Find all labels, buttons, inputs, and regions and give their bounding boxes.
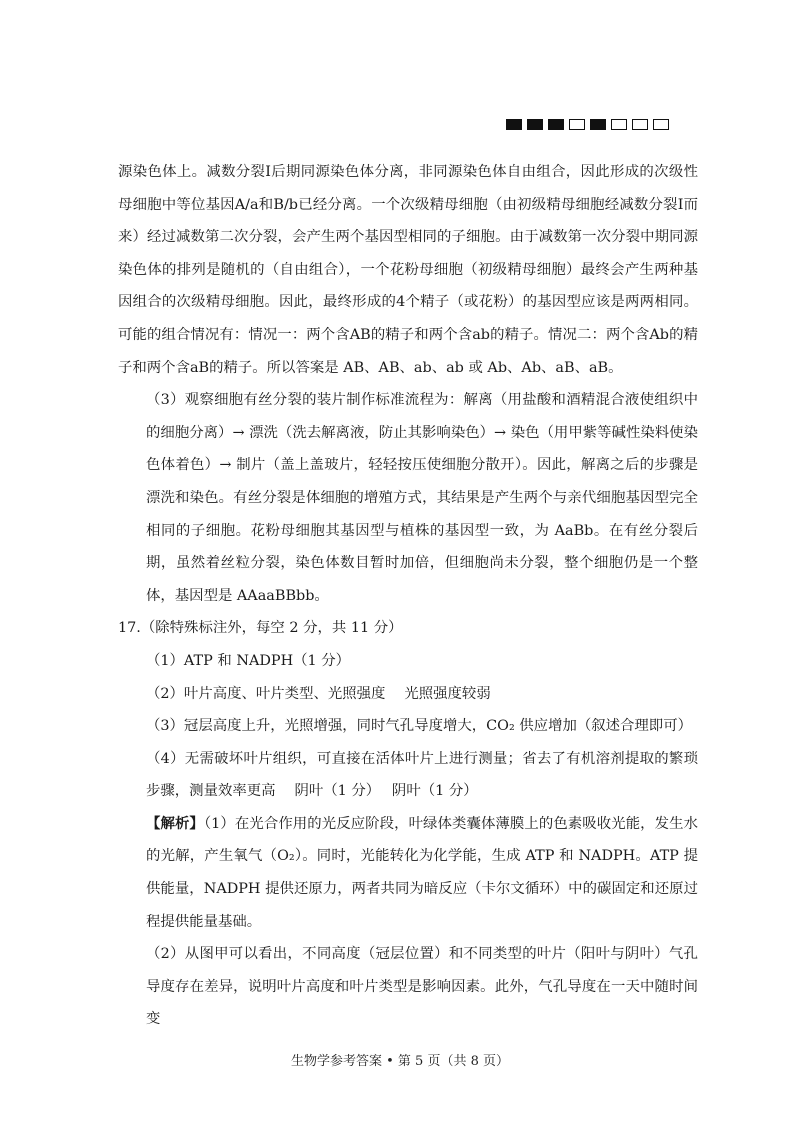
page-footer: 生物学参考答案 • 第 5 页（共 8 页） — [290, 1054, 509, 1069]
empty-square-mark — [569, 119, 585, 130]
filled-square-mark — [548, 119, 564, 130]
answer-17-3: （3）冠层高度上升，光照增强，同时气孔导度增大，CO₂ 供应增加（叙述合理即可） — [146, 718, 692, 735]
analysis-17-1-text: （1）在光合作用的光反应阶段，叶绿体类囊体薄膜上的色素吸收光能，发生水的光解，产生氧气（O₂）。同时，光能转化为化学能，生成 ATP 和 NADPH。ATP 提供能量，NADPH 提供还原力，两者共同为暗反应（卡尔文循环）中的碳固定和还原过程提供能量基础。 — [146, 815, 698, 930]
paragraph-meiosis-continued: 源染色体上。减数分裂Ⅰ后期同源染色体分离，非同源染色体自由组合，因此形成的次级性母细胞中等位基因A/a和B/b已经分离。一个次级精母细胞（由初级精母细胞经减数分裂Ⅰ而来）经过减数第二次分裂，会产生两个基因型相同的子细胞。由于减数第一次分裂中期同源染色体的排列是随机的（自由组合），一个花粉母细胞（初级精母细胞）最终会产生两种基因组合的次级精母细胞。因此，最终形成的4个精子（或花粉）的基因型应该是两两相同。可能的组合情况有：情况一：两个含AB的精子和两个含ab的精子。情况二：两个含Ab的精子和两个含aB的精子。所以答案是 AB、AB、ab、ab 或 Ab、Ab、aB、aB。 — [118, 164, 698, 376]
page-progress-marks — [506, 119, 669, 130]
answer-17-4: （4）无需破坏叶片组织，可直接在活体叶片上进行测量；省去了有机溶剂提取的繁琐步骤，测量效率更高 阴叶（1 分） 阴叶（1 分） — [146, 750, 698, 800]
answer-17-2: （2）叶片高度、叶片类型、光照强度 光照强度较弱 — [146, 685, 491, 702]
empty-square-mark — [653, 119, 669, 130]
filled-square-mark — [527, 119, 543, 130]
answer-17-1: （1）ATP 和 NADPH（1 分） — [146, 652, 351, 669]
analysis-label: 【解析】 — [146, 814, 204, 832]
question-17-header: 17.（除特殊标注外，每空 2 分，共 11 分） — [118, 620, 403, 637]
empty-square-mark — [611, 119, 627, 130]
analysis-17-1 — [118, 808, 698, 938]
answer-content — [118, 156, 698, 1036]
filled-square-mark — [590, 119, 606, 130]
empty-square-mark — [632, 119, 648, 130]
analysis-17-2: （2）从图甲可以看出，不同高度（冠层位置）和不同类型的叶片（阳叶与阴叶）气孔导度存在差异，说明叶片高度和叶片类型是影响因素。此外，气孔导度在一天中随时间变 — [146, 946, 698, 1028]
filled-square-mark — [506, 119, 522, 130]
paragraph-mitosis-q3: （3）观察细胞有丝分裂的装片制作标准流程为：解离（用盐酸和酒精混合液使组织中的细胞分离）→ 漂洗（洗去解离液，防止其影响染色）→ 染色（用甲紫等碱性染料使染色体着色）→ 制片（盖上盖玻片，轻轻按压使细胞分散开）。因此，解离之后的步骤是漂洗和染色。有丝分裂是体细胞的增殖方式，其结果是产生两个与亲代细胞基因型完全相同的子细胞。花粉母细胞其基因型与植株的基因型一致，为 AaBb。在有丝分裂后期，虽然着丝粒分裂，染色体数目暂时加倍，但细胞尚未分裂，整个细胞仍是一个整体，基因型是 AAaaBBbb。 — [146, 392, 698, 604]
